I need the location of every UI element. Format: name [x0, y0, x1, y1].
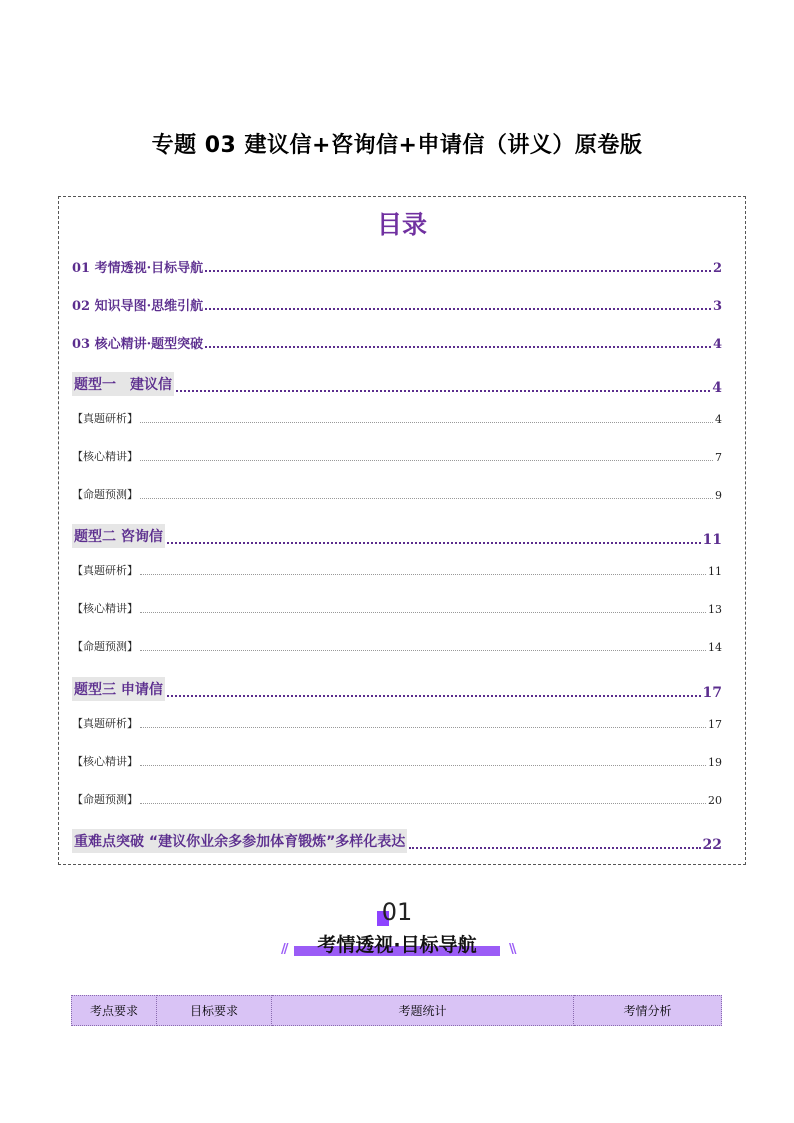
section-title: 考情透视·目标导航: [317, 934, 477, 956]
table-header-cell: 考题统计: [272, 996, 574, 1026]
document-title: 专题 03 建议信+咨询信+申请信（讲义）原卷版: [151, 133, 643, 158]
toc-entry-label: 03 核心精讲·题型突破: [72, 337, 204, 352]
toc-entry-page: 14: [708, 641, 722, 654]
toc-entry-label: 题型二 咨询信: [72, 524, 165, 548]
section-right-decoration: \\: [509, 942, 515, 957]
toc-entry[interactable]: [72, 791, 722, 807]
toc-entry-label: 题型三 申请信: [72, 677, 165, 701]
toc-entry-label: 【命题预测】: [72, 640, 138, 653]
toc-entry-page: 22: [702, 837, 722, 853]
toc-leader-dots: [167, 541, 701, 544]
table-header-cell: 目标要求: [157, 996, 272, 1026]
table-header-cell: 考点要求: [72, 996, 157, 1026]
toc-entry-page: 13: [708, 603, 722, 616]
toc-entry-page: 4: [715, 413, 722, 426]
exam-analysis-table: [71, 995, 722, 1026]
toc-entry-label: 【命题预测】: [72, 488, 138, 501]
toc-entry[interactable]: [72, 257, 722, 276]
toc-entry-page: 4: [712, 380, 722, 396]
toc-entry-label: 【真题研析】: [72, 412, 138, 425]
toc-entry-label: 【真题研析】: [72, 717, 138, 730]
toc-leader-dots: [140, 802, 706, 804]
toc-entry-label: 02 知识导图·思维引航: [72, 299, 204, 314]
toc-entry-page: 9: [715, 489, 722, 502]
section-left-decoration: //: [281, 942, 287, 957]
toc-entry-page: 11: [702, 532, 722, 548]
toc-entry[interactable]: [72, 715, 722, 731]
toc-entry[interactable]: [72, 829, 722, 853]
toc-entry-label: 【核心精讲】: [72, 602, 138, 615]
toc-entry-label: 【核心精讲】: [72, 450, 138, 463]
toc-entry-page: 11: [708, 565, 722, 578]
toc-leader-dots: [140, 497, 713, 499]
toc-entry[interactable]: [72, 600, 722, 616]
table-header-cell: 考情分析: [574, 996, 722, 1026]
toc-entry-page: 4: [712, 337, 722, 352]
toc-leader-dots: [140, 649, 706, 651]
toc-entry-page: 2: [712, 261, 722, 276]
toc-leader-dots: [205, 345, 711, 348]
toc-leader-dots: [140, 421, 713, 423]
toc-entry-page: 19: [708, 756, 722, 769]
toc-entry-page: 20: [708, 794, 722, 807]
toc-entry-page: 7: [715, 451, 722, 464]
toc-leader-dots: [205, 269, 711, 272]
table-of-contents: [58, 196, 746, 865]
toc-entry-page: 17: [708, 718, 722, 731]
toc-entry[interactable]: [72, 524, 722, 548]
toc-entry[interactable]: [72, 486, 722, 502]
toc-entry[interactable]: [72, 372, 722, 396]
toc-entry[interactable]: [72, 677, 722, 701]
toc-entry[interactable]: [72, 638, 722, 654]
table-header-row: [72, 996, 722, 1026]
toc-entry[interactable]: [72, 295, 722, 314]
toc-entry[interactable]: [72, 448, 722, 464]
toc-entry-label: 【命题预测】: [72, 793, 138, 806]
toc-leader-dots: [140, 459, 713, 461]
toc-entry-label: 重难点突破 “建议你业余多参加体育锻炼”多样化表达: [72, 829, 407, 853]
toc-leader-dots: [409, 846, 700, 849]
toc-entry[interactable]: [72, 753, 722, 769]
toc-entry[interactable]: [72, 333, 722, 352]
toc-leader-dots: [176, 389, 710, 392]
toc-leader-dots: [140, 726, 706, 728]
toc-entry-label: 01 考情透视·目标导航: [72, 261, 204, 276]
toc-entry-label: 【真题研析】: [72, 564, 138, 577]
toc-leader-dots: [167, 694, 701, 697]
toc-entry-page: 3: [712, 299, 722, 314]
toc-entry[interactable]: [72, 562, 722, 578]
toc-entry-page: 17: [702, 685, 722, 701]
toc-heading: 目录: [376, 210, 427, 239]
toc-entry-label: 题型一 建议信: [72, 372, 174, 396]
toc-entry-label: 【核心精讲】: [72, 755, 138, 768]
toc-leader-dots: [140, 764, 706, 766]
toc-leader-dots: [140, 573, 706, 575]
toc-entry[interactable]: [72, 410, 722, 426]
toc-leader-dots: [205, 307, 711, 310]
toc-leader-dots: [140, 611, 706, 613]
section-number: 01: [381, 898, 413, 926]
